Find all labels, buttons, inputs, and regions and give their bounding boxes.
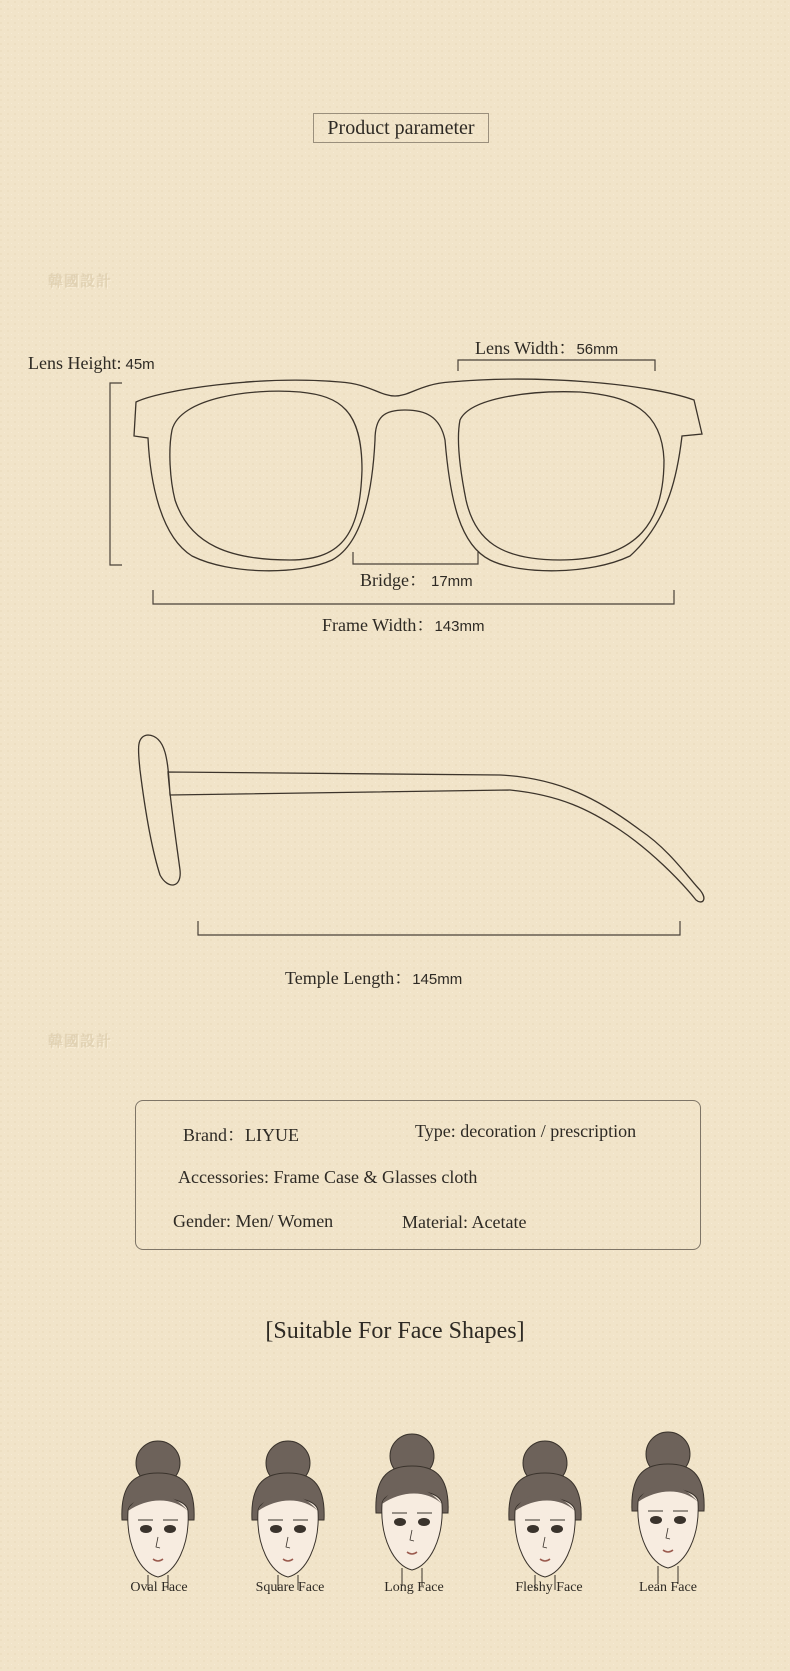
bridge-label: Bridge： 17mm xyxy=(360,570,473,590)
glasses-side-view xyxy=(0,700,790,960)
face-label-long: Long Face xyxy=(384,1580,444,1595)
left-lens xyxy=(170,391,362,560)
spec-brand: Brand：LIYUE xyxy=(183,1125,299,1145)
lens-height-label: Lens Height: 45m xyxy=(28,353,155,373)
frame-width-value: 143mm xyxy=(434,618,485,635)
frame-width-label: Frame Width：143mm xyxy=(322,615,485,635)
watermark-korean-design-2: 韓國設計 xyxy=(48,1032,113,1050)
temple-length-value: 145mm xyxy=(412,971,463,988)
temple-length-dimension-line xyxy=(198,921,680,935)
section-title-product-parameter: Product parameter xyxy=(313,113,489,143)
frame-width-dimension-line xyxy=(153,590,674,604)
lean-face-icon xyxy=(632,1432,704,1584)
face-label-square: Square Face xyxy=(255,1580,325,1595)
temple-length-label: Temple Length：145mm xyxy=(285,968,463,988)
temple-arm xyxy=(138,735,703,902)
face-label-fleshy: Fleshy Face xyxy=(515,1580,583,1595)
lens-height-dimension-line xyxy=(110,383,122,565)
spec-type: Type: decoration / prescription xyxy=(415,1121,637,1141)
spec-material: Material: Acetate xyxy=(402,1212,527,1232)
lens-height-value: 45m xyxy=(125,356,155,373)
frame-outline xyxy=(134,379,702,571)
lens-width-label: Lens Width：56mm xyxy=(475,338,619,358)
fleshy-face-icon xyxy=(509,1441,581,1590)
lens-width-dimension-line xyxy=(458,360,655,371)
spec-gender: Gender: Men/ Women xyxy=(173,1211,334,1231)
watermark-korean-design: 韓國設計 xyxy=(48,272,113,290)
long-face-icon xyxy=(376,1434,448,1586)
bridge-dimension-line xyxy=(353,552,478,564)
bridge-value: 17mm xyxy=(431,573,473,590)
spec-accessories: Accessories: Frame Case & Glasses cloth xyxy=(178,1167,478,1187)
face-label-oval: Oval Face xyxy=(130,1580,188,1595)
oval-face-icon xyxy=(122,1441,194,1590)
square-face-icon xyxy=(252,1441,324,1590)
face-shapes-title: [Suitable For Face Shapes] xyxy=(265,1318,525,1344)
face-illustrations xyxy=(0,1420,790,1590)
face-label-lean: Lean Face xyxy=(639,1580,697,1595)
right-lens xyxy=(458,392,664,560)
lens-width-value: 56mm xyxy=(576,341,619,358)
